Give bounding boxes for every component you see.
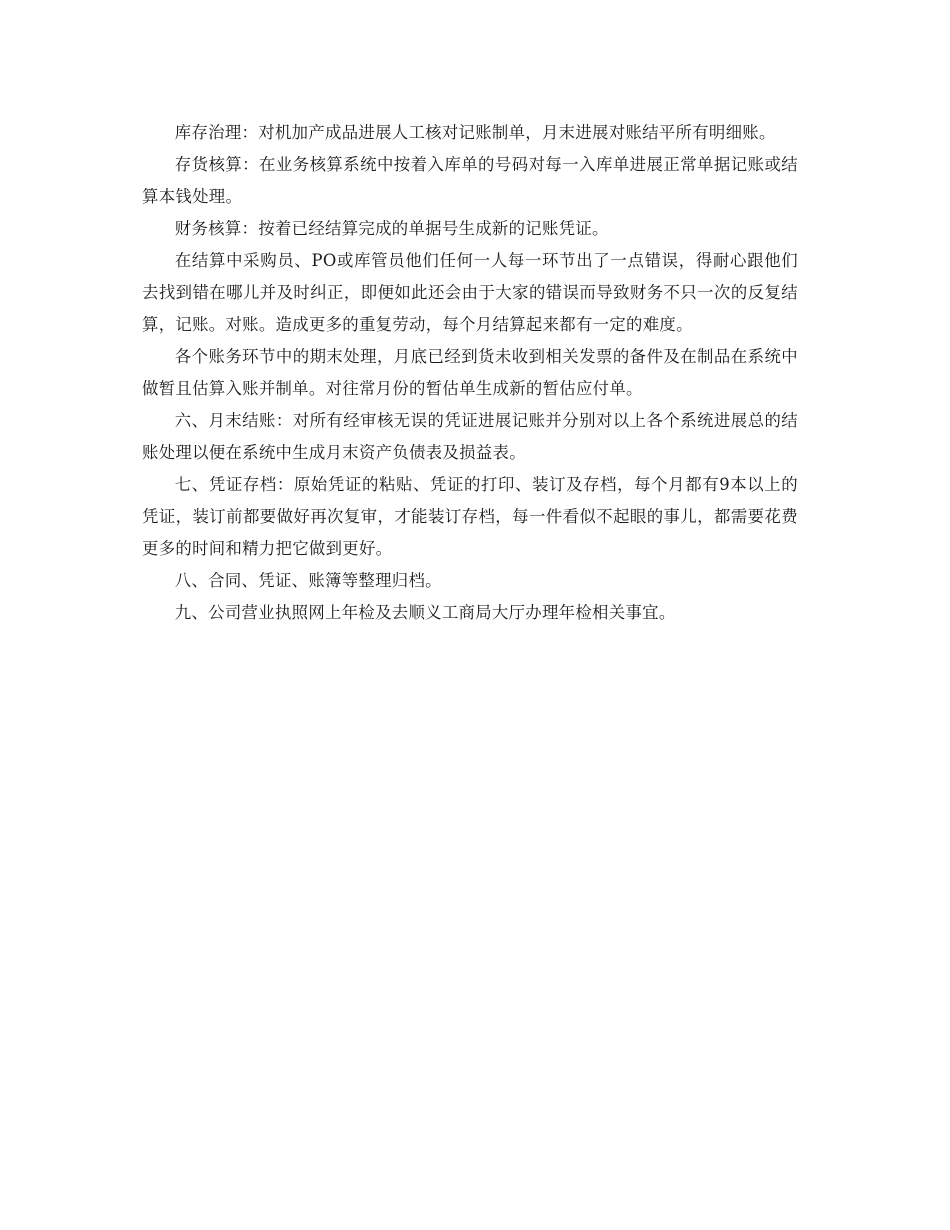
paragraph-stock-accounting: 存货核算：在业务核算系统中按着入库单的号码对每一入库单进展正常单据记账或结算本钱处理。 [142, 155, 798, 206]
paragraph-settlement-errors: 在结算中采购员、PO或库管员他们任何一人每一环节出了一点错误，得耐心跟他们去找到错在哪儿并及时纠正，即便如此还会由于大家的错误而导致财务不只一次的反复结算，记账。对账。造成更多的重复劳动，每个月结算起来都有一定的难度。 [142, 251, 798, 334]
paragraph-month-end-closing: 六、月末结账：对所有经审核无误的凭证进展记账并分别对以上各个系统进展总的结账处理以便在系统中生成月末资产负债表及损益表。 [142, 411, 798, 462]
paragraph-voucher-archiving: 七、凭证存档：原始凭证的粘贴、凭证的打印、装订及存档，每个月都有9本以上的凭证，装订前都要做好再次复审，才能装订存档，每一件看似不起眼的事儿，都需要花费更多的时间和精力把它做到更好。 [142, 475, 798, 558]
paragraph-financial-accounting: 财务核算：按着已经结算完成的单据号生成新的记账凭证。 [174, 219, 609, 238]
paragraph-inventory-management: 库存治理：对机加产成品进展人工核对记账制单，月末进展对账结平所有明细账。 [174, 123, 776, 142]
document-body [142, 117, 798, 629]
paragraph-period-end-processing: 各个账务环节中的期末处理，月底已经到货未收到相关发票的备件及在制品在系统中做暂且估算入账并制单。对往常月份的暂估单生成新的暂估应付单。 [142, 347, 798, 398]
paragraph-document-filing: 八、合同、凭证、账簿等整理归档。 [174, 571, 442, 590]
paragraph-annual-inspection: 九、公司营业执照网上年检及去顺义工商局大厅办理年检相关事宜。 [174, 603, 676, 622]
